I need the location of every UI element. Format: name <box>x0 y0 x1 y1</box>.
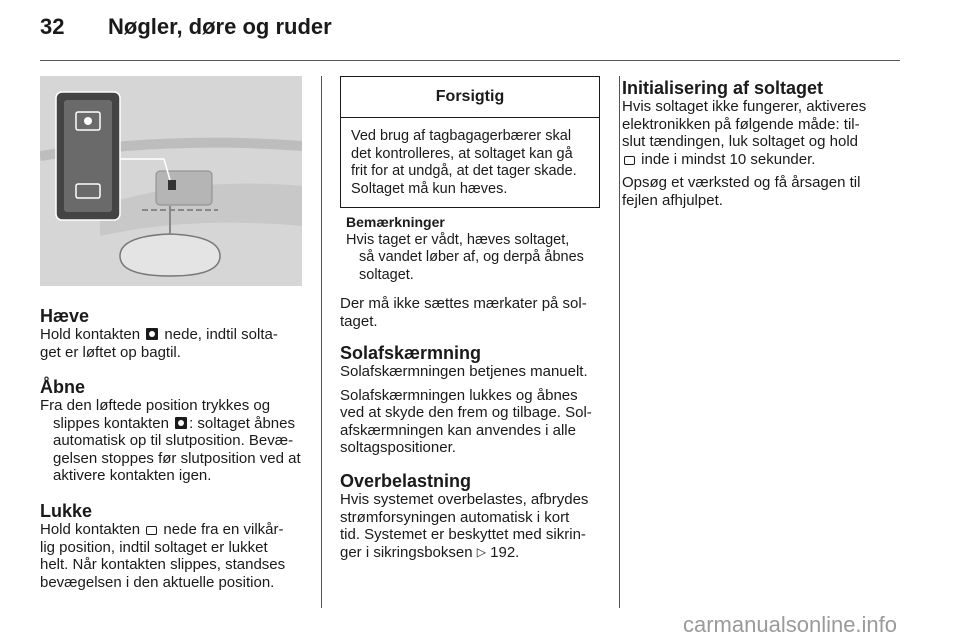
section-lukke <box>40 501 305 591</box>
section-init <box>622 78 904 209</box>
sunroof-close-icon <box>146 526 157 535</box>
note-heading: Bemærkninger <box>346 214 445 230</box>
column-divider-1 <box>321 76 322 608</box>
note-text: Hvis taget er vådt, hæves soltaget, så vandet løber af, og derpå åbnes soltaget. <box>346 231 584 283</box>
hæve-text: Hold kontakten nede, indtil solta- get er løftet op bagtil. <box>40 326 278 361</box>
heading-lukke: Lukke <box>40 501 93 521</box>
header-divider <box>40 60 900 61</box>
heading-hæve: Hæve <box>40 306 90 326</box>
heading-solafskærmning: Solafskærmning <box>340 343 482 363</box>
watermark: carmanualsonline.info <box>683 612 898 637</box>
column-divider-2 <box>619 76 620 608</box>
åbne-text: Fra den løftede position trykkes og slippes kontakten : soltaget åbnes automatisk op til slutposition. Bevæ- gelsen stoppes før slutposition ved at aktivere kontakten igen. <box>40 397 301 484</box>
illustration-svg <box>40 76 302 286</box>
caution-title: Forsigtig <box>341 77 599 118</box>
section-solafskærmning <box>340 343 602 457</box>
heading-init: Initialisering af soltaget <box>622 78 824 98</box>
solafskærmning-p2: Solafskærmningen lukkes og åbnes ved at skyde den frem og tilbage. Sol- afskærmningen kan anvendes i alle soltagspositioner. <box>340 386 592 456</box>
caution-box <box>340 76 600 208</box>
sunroof-switch-illustration <box>40 76 302 286</box>
page-title: Nøgler, døre og ruder <box>108 14 332 39</box>
page-reference-arrow-icon: ▷ <box>476 544 486 559</box>
sunroof-close-icon <box>624 156 635 165</box>
overbelastning-text: Hvis systemet overbelastes, afbrydes strømforsyningen automatisk i kort tid. Systemet er beskyttet med sikrin- ger i sikringsboksen ▷ 192. <box>340 491 589 561</box>
sunroof-tilt-icon <box>146 328 158 340</box>
section-hæve <box>40 306 305 361</box>
section-overbelastning <box>340 471 602 561</box>
sunroof-tilt-icon <box>175 417 187 429</box>
section-note <box>346 214 602 284</box>
page-number: 32 <box>40 14 65 39</box>
heading-åbne: Åbne <box>40 377 85 397</box>
page-reference-link[interactable]: 192. <box>490 543 520 561</box>
init-text: Hvis soltaget ikke fungerer, aktiveres elektronikken på følgende måde: til- slut tændingen, luk soltaget og hold inde i mindst 10 sekunder. <box>622 98 867 168</box>
caution-text: Ved brug af tagbagagerbærer skal det kontrolleres, at soltaget kan gå frit for at undgå, at det tager skade. Soltaget må kun hæves. <box>351 128 577 197</box>
section-åbne <box>40 377 305 485</box>
lukke-text: Hold kontakten nede fra en vilkår- lig position, indtil soltaget er lukket helt. Når kontakten slippes, standses bevægelsen i den aktuelle position. <box>40 521 286 591</box>
stickers-text: Der må ikke sættes mærkater på sol- taget. <box>340 295 587 330</box>
heading-overbelastning: Overbelastning <box>340 471 472 491</box>
page-header <box>40 14 332 40</box>
solafskærmning-p1: Solafskærmningen betjenes manuelt. <box>340 363 588 380</box>
init-p2: Opsøg et værksted og få årsagen til fejlen afhjulpet. <box>622 174 861 209</box>
